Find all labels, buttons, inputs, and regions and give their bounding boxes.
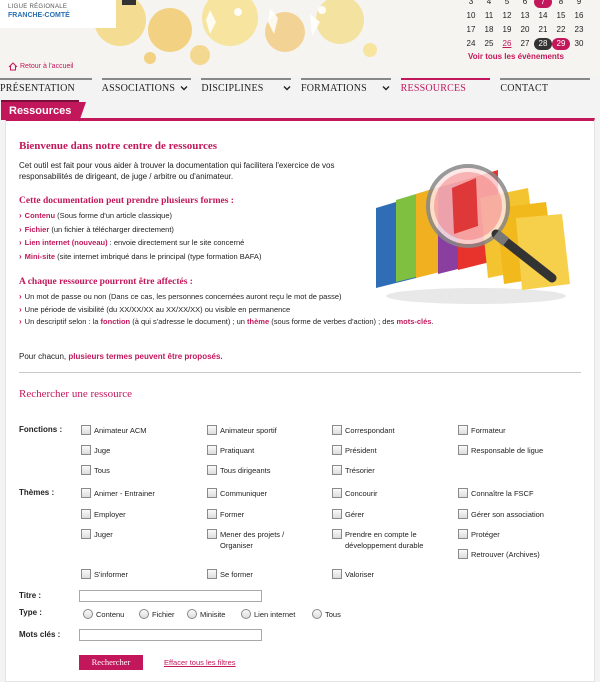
checkbox[interactable] xyxy=(81,425,91,435)
radio-type[interactable] xyxy=(139,609,175,619)
checkbox-label: S'informer xyxy=(94,570,128,579)
form-desc: (site internet imbriqué dans le principal (type formation BAFA) xyxy=(55,251,262,261)
checkbox-label: Tous xyxy=(94,466,110,475)
logo[interactable] xyxy=(0,0,116,28)
radio-button[interactable] xyxy=(241,609,251,619)
checkbox-label: Animer - Entrainer xyxy=(94,489,155,498)
checkbox-label: Former xyxy=(220,510,245,519)
affect-text: (à qui s'adresse le document) ; un xyxy=(130,317,248,326)
nav-contact[interactable] xyxy=(500,78,590,100)
calendar-day[interactable]: 15 xyxy=(556,11,566,20)
calendar-week-row xyxy=(462,38,588,50)
see-all-events-link[interactable]: Voir tous les évènements xyxy=(468,52,564,61)
form-term: Contenu xyxy=(24,211,56,220)
checkbox[interactable] xyxy=(81,488,91,498)
list-item xyxy=(19,316,499,329)
checkbox-label: Protéger xyxy=(471,530,500,539)
list-item xyxy=(19,304,349,317)
checkbox-fonction[interactable] xyxy=(81,465,204,476)
form-term: Fichier xyxy=(24,224,50,234)
chevron-down-icon xyxy=(382,84,390,92)
nav-label: ASSOCIATIONS xyxy=(101,83,176,94)
calendar-day[interactable]: 16 xyxy=(574,11,584,20)
checkbox-label: Formateur xyxy=(471,426,506,435)
calendar-day[interactable]: 21 xyxy=(538,25,548,34)
affect-heading: A chaque ressource pourront être affectés : xyxy=(19,277,193,287)
checkbox[interactable] xyxy=(207,569,217,579)
checkbox-label: Prendre en compte le développement durable xyxy=(345,530,424,550)
checkbox-label: Trésorier xyxy=(345,466,375,475)
calendar-day-event[interactable]: 29 xyxy=(552,38,570,50)
calendar-day[interactable]: 18 xyxy=(484,25,494,34)
chevron-down-icon xyxy=(180,84,188,92)
checkbox[interactable] xyxy=(207,509,217,519)
affect-text: Une période de visibilité (du XX/XX/XX au XX/XX/XX) ou visible en permanence xyxy=(24,304,291,314)
checkbox[interactable] xyxy=(207,529,217,539)
checkbox-label: Pratiquant xyxy=(220,446,255,455)
checkbox-fonction[interactable] xyxy=(207,465,330,476)
calendar-day[interactable]: 24 xyxy=(466,39,476,48)
main-nav xyxy=(0,78,600,100)
logo-name: FRANCHE-COMTÉ xyxy=(8,12,70,19)
affect-text: Un descriptif selon : la xyxy=(24,317,101,326)
checkbox-label: Mener des projets / Organiser xyxy=(220,530,285,550)
checkbox-theme[interactable] xyxy=(458,509,581,520)
nav-presentation[interactable] xyxy=(0,78,92,100)
radio-type[interactable] xyxy=(187,609,225,619)
calendar-day[interactable]: 19 xyxy=(502,25,512,34)
checkbox-label: Retrouver (Archives) xyxy=(471,550,540,559)
divider xyxy=(19,372,581,373)
intro-text: Cet outil est fait pour vous aider à trouver la documentation qui facilitera l'exercice de vos responsabilités de dirigeant, de juge / arbitre ou d'animateur. xyxy=(19,161,335,181)
affect-list xyxy=(19,291,434,329)
calendar-day-today[interactable]: 26 xyxy=(502,39,512,48)
radio-label: Fichier xyxy=(152,609,175,619)
checkbox-theme[interactable] xyxy=(207,569,330,580)
checkbox[interactable] xyxy=(332,425,342,435)
radio-button[interactable] xyxy=(312,609,322,619)
checkbox-fonction[interactable] xyxy=(81,425,204,436)
titre-input[interactable] xyxy=(79,590,262,602)
checkbox[interactable] xyxy=(332,465,342,475)
checkbox-theme[interactable] xyxy=(81,569,204,580)
radio-label: Contenu xyxy=(96,609,125,619)
checkbox-theme[interactable] xyxy=(207,529,315,551)
checkbox[interactable] xyxy=(332,529,342,539)
checkbox-fonction[interactable] xyxy=(207,425,330,436)
pour-chacun-emphasis: plusieurs termes peuvent être proposés. xyxy=(68,352,223,361)
radio-type[interactable] xyxy=(312,609,341,619)
checkbox[interactable] xyxy=(81,445,91,455)
affect-term: fonction xyxy=(100,317,131,326)
checkbox[interactable] xyxy=(207,445,217,455)
checkbox-label: Employer xyxy=(94,510,126,519)
checkbox-fonction[interactable] xyxy=(332,465,455,476)
checkbox[interactable] xyxy=(332,445,342,455)
list-item xyxy=(19,250,349,264)
list-item xyxy=(19,223,349,237)
nav-associations[interactable] xyxy=(102,78,192,100)
checkbox[interactable] xyxy=(332,569,342,579)
radio-button[interactable] xyxy=(139,609,149,619)
checkbox-theme[interactable] xyxy=(81,488,204,499)
checkbox-fonction[interactable] xyxy=(458,445,581,456)
checkbox[interactable] xyxy=(207,465,217,475)
checkbox-theme[interactable] xyxy=(332,529,450,551)
form-desc: : envoie directement sur le site concerné xyxy=(107,238,245,247)
calendar-day[interactable]: 8 xyxy=(558,0,564,6)
calendar-day[interactable]: 12 xyxy=(502,11,512,20)
affect-term: mots-clés xyxy=(396,317,432,326)
checkbox-label: Concourir xyxy=(345,489,378,498)
checkbox[interactable] xyxy=(81,465,91,475)
radio-label: Tous xyxy=(325,609,341,619)
checkbox-theme[interactable] xyxy=(332,569,455,580)
home-link-label: Retour à l'accueil xyxy=(20,63,74,70)
calendar-day[interactable]: 14 xyxy=(538,11,548,20)
checkbox[interactable] xyxy=(81,509,91,519)
arrow-icon: › xyxy=(19,251,22,261)
checkbox-theme[interactable] xyxy=(458,549,581,560)
forms-heading: Cette documentation peut prendre plusieurs formes : xyxy=(19,196,234,206)
titre-label: Titre : xyxy=(19,591,42,600)
checkbox-theme[interactable] xyxy=(458,488,581,499)
home-icon xyxy=(8,62,18,71)
affect-term: thème xyxy=(247,317,270,326)
checkbox[interactable] xyxy=(458,529,468,539)
calendar-day[interactable]: 30 xyxy=(574,39,584,48)
radio-label: Minisite xyxy=(200,609,226,619)
checkbox-label: Correspondant xyxy=(345,426,395,435)
arrow-icon: › xyxy=(19,292,22,301)
radio-button[interactable] xyxy=(83,609,93,619)
fonctions-label: Fonctions : xyxy=(19,425,63,434)
checkbox-label: Gérer son association xyxy=(471,510,544,519)
checkbox-fonction[interactable] xyxy=(332,445,455,456)
checkbox-label: Connaître la FSCF xyxy=(471,489,534,498)
calendar-day[interactable]: 9 xyxy=(576,0,582,6)
welcome-heading: Bienvenue dans notre centre de ressources xyxy=(19,140,218,152)
form-term: Mini-site xyxy=(24,251,56,261)
affect-text: Un mot de passe ou non (Dans ce cas, les personnes concernées auront reçu le mot de passe) xyxy=(24,292,342,301)
top-tab[interactable] xyxy=(122,0,136,5)
nav-formations[interactable] xyxy=(301,78,391,100)
checkbox-label: Juge xyxy=(94,446,111,455)
checkbox[interactable] xyxy=(458,549,468,559)
nav-label: RESSOURCES xyxy=(400,83,467,94)
calendar-day[interactable]: 3 xyxy=(468,0,474,6)
form-desc: (Sous forme d'un article classique) xyxy=(55,211,172,220)
calendar-week-row xyxy=(462,24,588,36)
calendar-day[interactable]: 13 xyxy=(520,11,530,20)
checkbox-theme[interactable] xyxy=(458,529,581,540)
checkbox-theme[interactable] xyxy=(207,488,330,499)
calendar-day[interactable]: 4 xyxy=(486,0,492,6)
checkbox-fonction[interactable] xyxy=(458,425,581,436)
form-desc: (un fichier à télécharger directement) xyxy=(49,224,174,234)
checkbox-label: Animateur ACM xyxy=(94,426,147,435)
nav-ressources[interactable] xyxy=(401,78,491,100)
checkbox-theme[interactable] xyxy=(332,509,455,520)
checkbox-theme[interactable] xyxy=(207,509,330,520)
calendar-day[interactable]: 22 xyxy=(556,25,566,34)
logo-region: LIGUE RÉGIONALE xyxy=(8,4,68,10)
affect-text: (sous forme de verbes d'action) ; des xyxy=(269,317,397,326)
motscles-label: Mots clés : xyxy=(19,630,61,639)
arrow-icon: › xyxy=(19,224,22,234)
calendar-day[interactable]: 20 xyxy=(520,25,530,34)
calendar-day[interactable]: 6 xyxy=(522,0,528,6)
checkbox-theme[interactable] xyxy=(332,488,455,499)
type-label: Type : xyxy=(19,608,42,617)
affect-text: . xyxy=(431,317,434,326)
arrow-icon: › xyxy=(19,211,22,220)
checkbox[interactable] xyxy=(458,509,468,519)
list-item xyxy=(19,209,349,223)
calendar-day[interactable]: 10 xyxy=(466,11,476,20)
nav-label: FORMATIONS xyxy=(301,83,367,94)
checkbox-label: Communiquer xyxy=(220,489,268,498)
checkbox[interactable] xyxy=(458,425,468,435)
radio-type[interactable] xyxy=(83,609,124,619)
checkbox[interactable] xyxy=(332,509,342,519)
themes-label: Thèmes : xyxy=(19,488,55,497)
pour-chacun-text xyxy=(19,352,223,361)
checkbox-label: Se former xyxy=(220,570,253,579)
checkbox-theme[interactable] xyxy=(81,529,204,540)
arrow-icon: › xyxy=(19,317,22,326)
arrow-icon: › xyxy=(19,304,22,314)
folders-magnifier-illustration xyxy=(356,148,576,308)
checkbox[interactable] xyxy=(81,529,91,539)
calendar-day[interactable]: 5 xyxy=(504,0,510,6)
checkbox[interactable] xyxy=(207,488,217,498)
checkbox[interactable] xyxy=(207,425,217,435)
nav-disciplines[interactable] xyxy=(201,78,291,100)
page-title: Ressources xyxy=(1,100,79,120)
calendar-day[interactable]: 25 xyxy=(484,39,494,48)
checkbox[interactable] xyxy=(332,488,342,498)
form-term: Lien internet (nouveau) xyxy=(24,238,108,247)
radio-type[interactable] xyxy=(241,609,295,619)
checkbox-label: Président xyxy=(345,446,377,455)
radio-label: Lien internet xyxy=(254,609,296,619)
search-heading: Rechercher une ressource xyxy=(19,388,132,400)
checkbox[interactable] xyxy=(458,445,468,455)
checkbox-label: Tous dirigeants xyxy=(220,466,271,475)
forms-list xyxy=(19,209,349,263)
checkbox-label: Gérer xyxy=(345,510,365,519)
chevron-down-icon xyxy=(283,84,291,92)
calendar-week-row xyxy=(462,0,588,8)
checkbox[interactable] xyxy=(458,488,468,498)
clear-filters-link[interactable]: Effacer tous les filtres xyxy=(164,658,236,667)
checkbox-fonction[interactable] xyxy=(332,425,455,436)
motscles-input[interactable] xyxy=(79,629,262,641)
checkbox-fonction[interactable] xyxy=(81,445,204,456)
arrow-icon: › xyxy=(19,238,22,247)
nav-label: DISCIPLINES xyxy=(201,83,264,94)
calendar-day[interactable]: 23 xyxy=(574,25,584,34)
checkbox-label: Animateur sportif xyxy=(220,426,277,435)
checkbox-label: Valoriser xyxy=(345,570,375,579)
calendar-day[interactable]: 27 xyxy=(520,39,530,48)
calendar-day[interactable]: 11 xyxy=(484,11,494,20)
calendar-day-selected[interactable]: 28 xyxy=(534,38,552,50)
calendar-day[interactable]: 17 xyxy=(466,25,476,34)
calendar-week-row xyxy=(462,10,588,22)
list-item xyxy=(19,236,349,250)
radio-button[interactable] xyxy=(187,609,197,619)
checkbox-label: Responsable de ligue xyxy=(471,446,544,455)
calendar-day-event[interactable]: 7 xyxy=(534,0,552,8)
checkbox-theme[interactable] xyxy=(81,509,204,520)
pour-chacun-prefix: Pour chacun, xyxy=(19,352,69,361)
home-link[interactable] xyxy=(8,62,73,71)
checkbox-fonction[interactable] xyxy=(207,445,330,456)
list-item xyxy=(19,291,349,304)
nav-label: PRÉSENTATION xyxy=(0,83,75,94)
checkbox-label: Juger xyxy=(94,530,113,539)
checkbox[interactable] xyxy=(81,569,91,579)
search-button[interactable]: Rechercher xyxy=(79,655,143,670)
nav-label: CONTACT xyxy=(500,83,549,94)
